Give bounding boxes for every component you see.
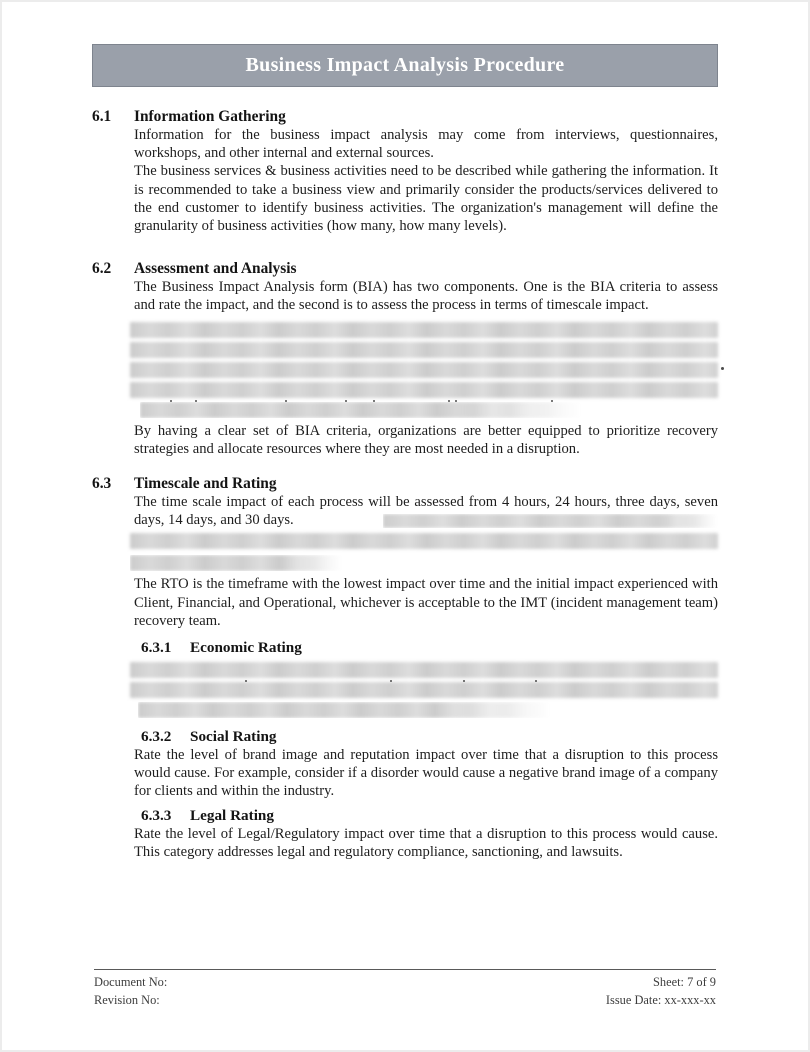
redacted-line (138, 702, 550, 718)
sheet-number: Sheet: 7 of 9 (653, 975, 716, 989)
subsection-heading-6-3-3 (141, 806, 718, 825)
text-remnant-dot (373, 400, 375, 402)
redacted-line (130, 662, 718, 678)
redacted-line (130, 362, 718, 378)
section-heading-6-2 (92, 259, 718, 278)
text-remnant-dot (455, 400, 457, 402)
redacted-line-inline (383, 514, 718, 528)
paragraph-6-3-2: Rate the level of brand image and reputation impact over time that a disruption to this process would cause. For example, consider if a disorder would cause a negative brand image of a company for clients and within the industry. (134, 747, 718, 800)
text-remnant-dot (285, 400, 287, 402)
subsection-number: 6.3.1 (141, 639, 172, 657)
subsection-heading-6-3-1 (141, 638, 718, 657)
footer-right-column (606, 974, 716, 1009)
text-remnant-dot (170, 400, 172, 402)
page-content (2, 44, 808, 861)
paragraph-6-3-a (134, 493, 718, 529)
redacted-line (130, 533, 718, 549)
redacted-line (130, 382, 718, 398)
paragraph-6-3-3: Rate the level of Legal/Regulatory impact over time that a disruption to this process would cause. This category addresses legal and regulatory compliance, sanctioning, and lawsuits. (134, 825, 718, 860)
redacted-line (130, 555, 342, 571)
paragraph-6-1-b: The business services & business activities need to be described while gathering the information. It is recommended to take a business view and primarily consider the products/services delivered to the end customer to identify business activities. The organization's management will define the granularity of business activities (how many, how many levels). (134, 163, 718, 235)
subsection-title: Economic Rating (190, 639, 302, 657)
section-heading-6-3 (92, 474, 718, 493)
redacted-text-block (130, 322, 718, 418)
paragraph-6-2-a: The Business Impact Analysis form (BIA) has two components. One is the BIA criteria to assess and rate the impact, and the second is to assess the process in terms of timescale impact. (134, 279, 718, 314)
subsection-title: Legal Rating (190, 806, 274, 824)
footer-left-column (94, 974, 167, 1009)
section-title: Information Gathering (134, 108, 286, 125)
text-remnant-dot (195, 400, 197, 402)
subsection-number: 6.3.2 (141, 728, 172, 746)
issue-date: Issue Date: xx-xxx-xx (605, 992, 716, 1007)
section-title: Assessment and Analysis (134, 260, 297, 278)
page-title: Business Impact Analysis Procedure (245, 54, 565, 76)
paragraph-6-2-b: By having a clear set of BIA criteria, organizations are better equipped to prioritize recovery strategies and allocate resources where they are most needed in a disruption. (134, 422, 718, 457)
section-number: 6.3 (92, 475, 112, 493)
text-remnant-dot (345, 400, 347, 402)
paragraph-text: The time scale impact of each process will be assessed from 4 hours, 24 hours, three days, seven days, 14 days, and 30 days. (134, 494, 718, 529)
text-remnant-dot (448, 400, 450, 402)
document-no-label: Document No: (94, 975, 168, 989)
text-remnant-dot (551, 400, 553, 402)
subsection-number: 6.3.3 (141, 806, 172, 824)
document-title-bar (92, 44, 718, 87)
paragraph-6-1-a: Information for the business impact analysis may come from interviews, questionnaires, workshops, and other internal and external sources. (134, 127, 718, 162)
redacted-line (130, 682, 718, 698)
subsection-title: Social Rating (190, 728, 277, 746)
redacted-line (140, 402, 581, 418)
redacted-line (130, 342, 718, 358)
revision-no-label: Revision No: (94, 992, 160, 1007)
section-title: Timescale and Rating (134, 475, 277, 493)
redacted-text-block (130, 533, 718, 549)
page-footer (94, 969, 716, 1009)
text-remnant-dot (721, 367, 724, 370)
redacted-text-block (130, 662, 718, 718)
section-number: 6.2 (92, 260, 112, 278)
redacted-line (130, 322, 718, 338)
section-number: 6.1 (92, 108, 112, 125)
paragraph-6-3-b: The RTO is the timeframe with the lowest impact over time and the initial impact experienced with Client, Financial, and Operational, whichever is acceptable to the IMT (incident management team) recovery team. (134, 576, 718, 629)
redacted-text-block (130, 555, 718, 571)
subsection-heading-6-3-2 (141, 727, 718, 746)
section-heading-6-1 (92, 107, 718, 126)
